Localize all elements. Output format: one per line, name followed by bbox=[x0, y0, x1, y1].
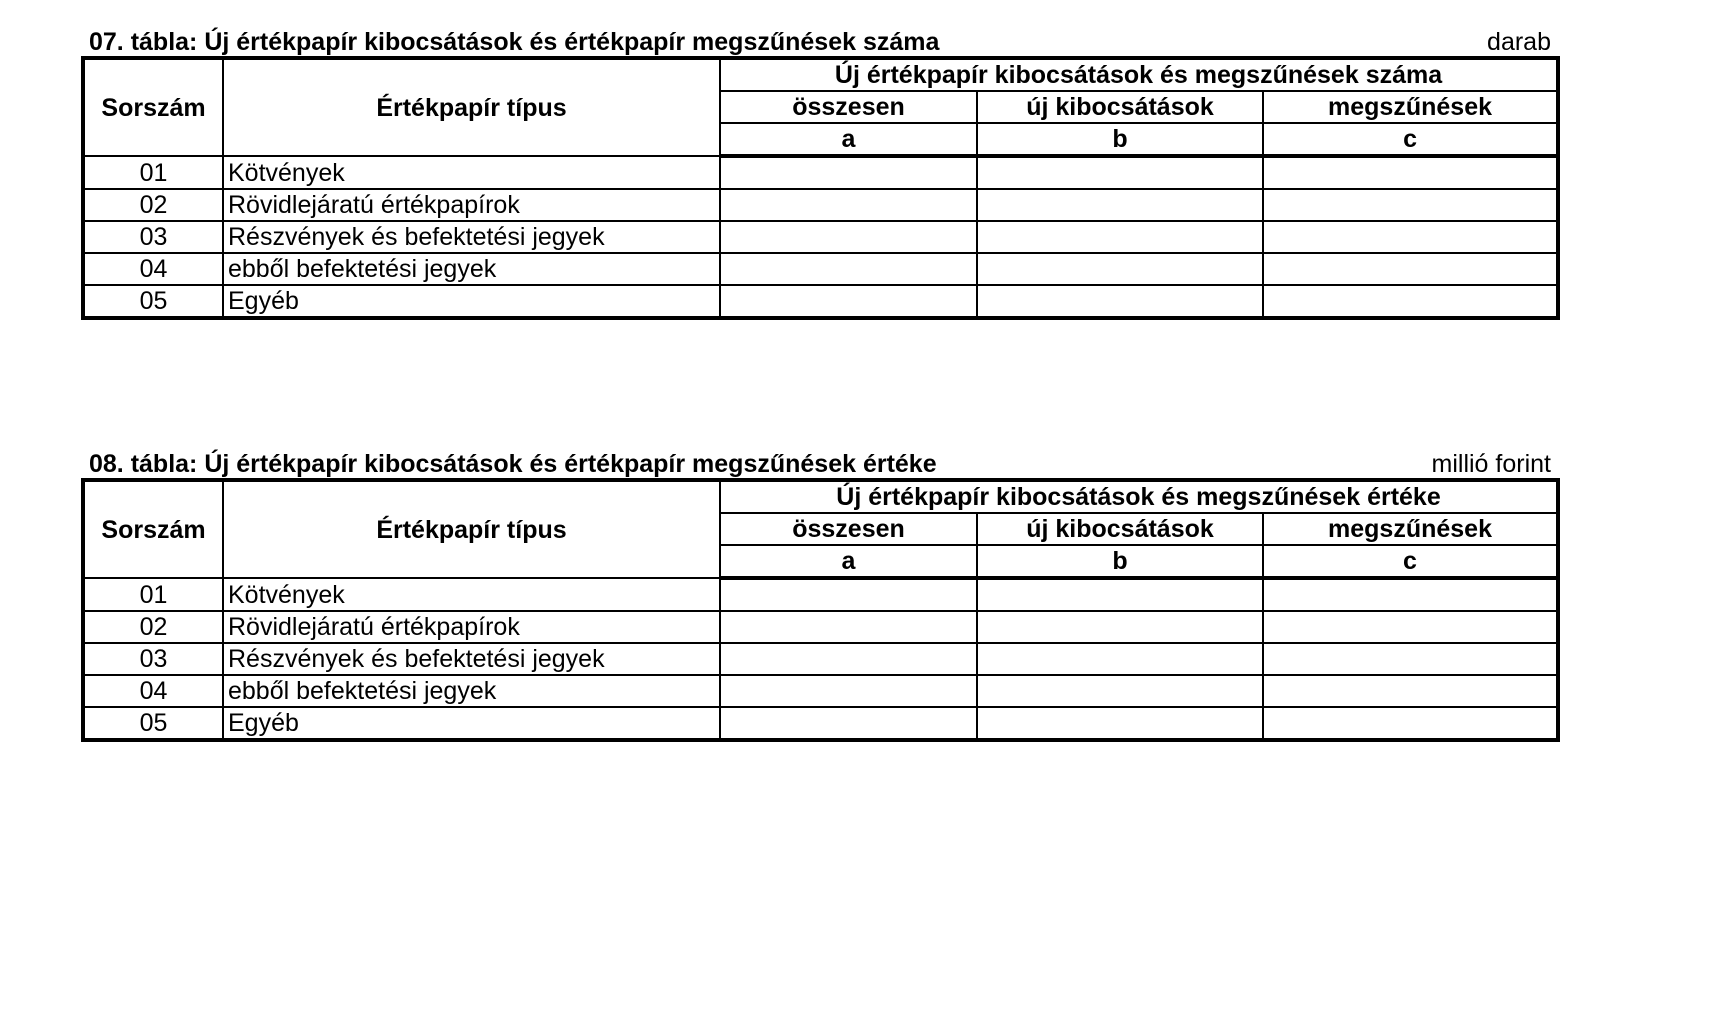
cell-megszunesek[interactable] bbox=[1263, 156, 1558, 189]
header-letter-c: c bbox=[1263, 545, 1558, 578]
cell-osszesen[interactable] bbox=[720, 189, 977, 221]
header-group: Új értékpapír kibocsátások és megszűnések száma bbox=[720, 58, 1558, 91]
row-label: Egyéb bbox=[223, 285, 720, 318]
row-number: 05 bbox=[83, 707, 223, 740]
table-row bbox=[83, 221, 1558, 253]
cell-osszesen[interactable] bbox=[720, 643, 977, 675]
row-label: ebből befektetési jegyek bbox=[223, 253, 720, 285]
table-07-title: 07. tábla: Új értékpapír kibocsátások és értékpapír megszűnések száma bbox=[89, 28, 940, 56]
row-number: 04 bbox=[83, 253, 223, 285]
cell-osszesen[interactable] bbox=[720, 707, 977, 740]
table-row bbox=[83, 611, 1558, 643]
row-number: 02 bbox=[83, 189, 223, 221]
table-08-caption bbox=[81, 450, 1556, 478]
row-number: 02 bbox=[83, 611, 223, 643]
table-07-unit: darab bbox=[1487, 28, 1551, 56]
cell-uj-kibocsatasok[interactable] bbox=[977, 253, 1263, 285]
cell-osszesen[interactable] bbox=[720, 156, 977, 189]
row-number: 05 bbox=[83, 285, 223, 318]
row-number: 03 bbox=[83, 221, 223, 253]
header-letter-c: c bbox=[1263, 123, 1558, 156]
table-row bbox=[83, 156, 1558, 189]
table-07-block bbox=[81, 28, 1556, 320]
cell-megszunesek[interactable] bbox=[1263, 675, 1558, 707]
header-megszunesek: megszűnések bbox=[1263, 91, 1558, 123]
cell-uj-kibocsatasok[interactable] bbox=[977, 189, 1263, 221]
cell-osszesen[interactable] bbox=[720, 578, 977, 611]
cell-uj-kibocsatasok[interactable] bbox=[977, 156, 1263, 189]
row-label: Kötvények bbox=[223, 156, 720, 189]
row-number: 04 bbox=[83, 675, 223, 707]
header-sorszam: Sorszám bbox=[83, 480, 223, 578]
header-letter-b: b bbox=[977, 545, 1263, 578]
table-07 bbox=[81, 56, 1560, 320]
header-uj-kibocsatasok: új kibocsátások bbox=[977, 91, 1263, 123]
cell-megszunesek[interactable] bbox=[1263, 253, 1558, 285]
row-label: Rövidlejáratú értékpapírok bbox=[223, 189, 720, 221]
header-megszunesek: megszűnések bbox=[1263, 513, 1558, 545]
cell-osszesen[interactable] bbox=[720, 221, 977, 253]
header-letter-a: a bbox=[720, 545, 977, 578]
table-row bbox=[83, 643, 1558, 675]
table-row bbox=[83, 253, 1558, 285]
header-ertekpapir-tipus: Értékpapír típus bbox=[223, 480, 720, 578]
table-08-block bbox=[81, 450, 1556, 742]
cell-megszunesek[interactable] bbox=[1263, 578, 1558, 611]
cell-uj-kibocsatasok[interactable] bbox=[977, 675, 1263, 707]
table-row bbox=[83, 675, 1558, 707]
table-08-title: 08. tábla: Új értékpapír kibocsátások és értékpapír megszűnések értéke bbox=[89, 450, 937, 478]
table-08 bbox=[81, 478, 1560, 742]
row-number: 01 bbox=[83, 578, 223, 611]
header-group: Új értékpapír kibocsátások és megszűnések értéke bbox=[720, 480, 1558, 513]
row-number: 01 bbox=[83, 156, 223, 189]
cell-megszunesek[interactable] bbox=[1263, 189, 1558, 221]
header-sorszam: Sorszám bbox=[83, 58, 223, 156]
cell-uj-kibocsatasok[interactable] bbox=[977, 707, 1263, 740]
cell-osszesen[interactable] bbox=[720, 253, 977, 285]
cell-megszunesek[interactable] bbox=[1263, 611, 1558, 643]
cell-megszunesek[interactable] bbox=[1263, 707, 1558, 740]
cell-osszesen[interactable] bbox=[720, 675, 977, 707]
row-label: ebből befektetési jegyek bbox=[223, 675, 720, 707]
cell-osszesen[interactable] bbox=[720, 611, 977, 643]
header-osszesen: összesen bbox=[720, 513, 977, 545]
cell-megszunesek[interactable] bbox=[1263, 221, 1558, 253]
header-letter-a: a bbox=[720, 123, 977, 156]
row-label: Egyéb bbox=[223, 707, 720, 740]
cell-uj-kibocsatasok[interactable] bbox=[977, 285, 1263, 318]
row-label: Kötvények bbox=[223, 578, 720, 611]
table-row bbox=[83, 285, 1558, 318]
row-label: Részvények és befektetési jegyek bbox=[223, 643, 720, 675]
table-07-caption bbox=[81, 28, 1556, 56]
table-row bbox=[83, 189, 1558, 221]
cell-osszesen[interactable] bbox=[720, 285, 977, 318]
row-number: 03 bbox=[83, 643, 223, 675]
cell-uj-kibocsatasok[interactable] bbox=[977, 221, 1263, 253]
cell-uj-kibocsatasok[interactable] bbox=[977, 578, 1263, 611]
table-row bbox=[83, 578, 1558, 611]
cell-megszunesek[interactable] bbox=[1263, 643, 1558, 675]
header-letter-b: b bbox=[977, 123, 1263, 156]
table-08-unit: millió forint bbox=[1431, 450, 1551, 478]
header-uj-kibocsatasok: új kibocsátások bbox=[977, 513, 1263, 545]
row-label: Rövidlejáratú értékpapírok bbox=[223, 611, 720, 643]
row-label: Részvények és befektetési jegyek bbox=[223, 221, 720, 253]
header-ertekpapir-tipus: Értékpapír típus bbox=[223, 58, 720, 156]
cell-uj-kibocsatasok[interactable] bbox=[977, 611, 1263, 643]
cell-megszunesek[interactable] bbox=[1263, 285, 1558, 318]
header-osszesen: összesen bbox=[720, 91, 977, 123]
table-row bbox=[83, 707, 1558, 740]
cell-uj-kibocsatasok[interactable] bbox=[977, 643, 1263, 675]
